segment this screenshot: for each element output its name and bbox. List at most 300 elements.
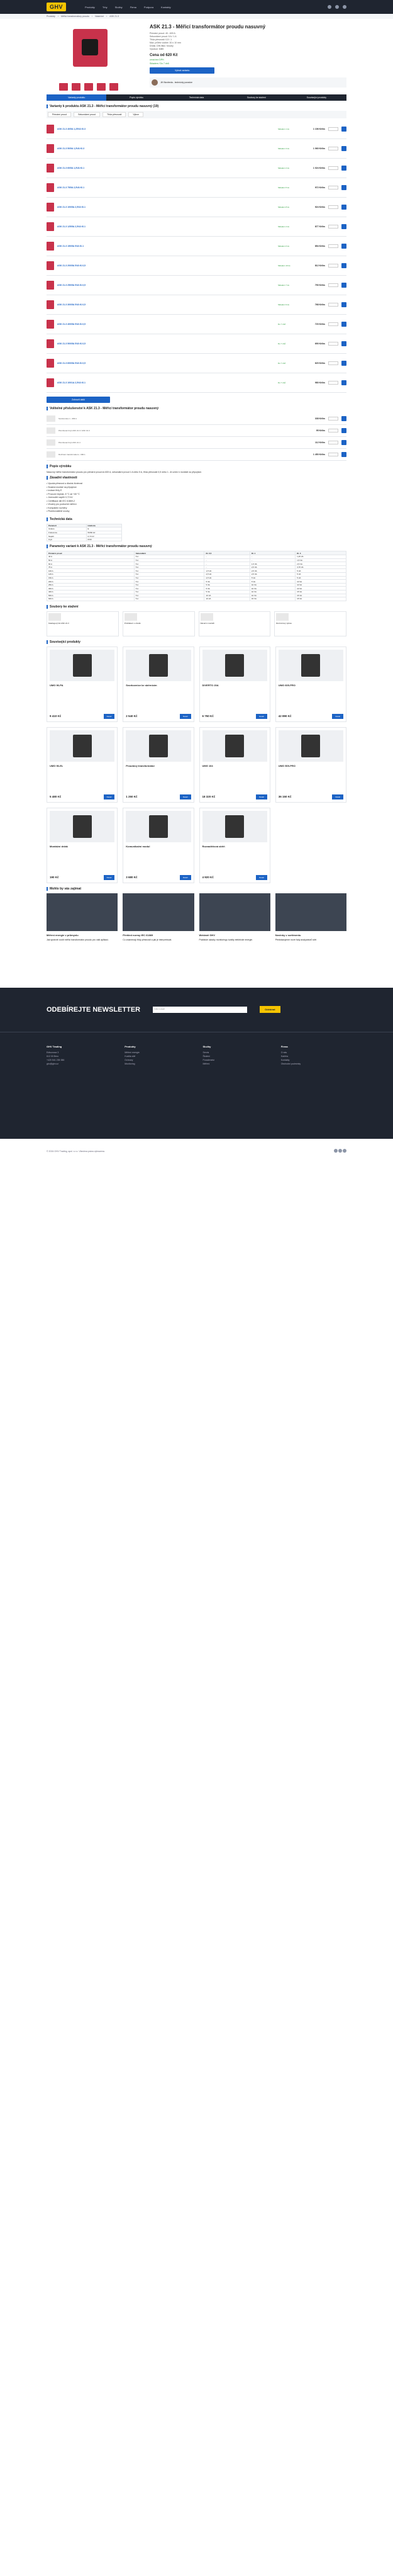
file-name[interactable]: Návod k montáži bbox=[200, 621, 214, 624]
social-icons[interactable] bbox=[334, 1149, 346, 1153]
spec-line: Držák: DIN lišta / šrouby bbox=[150, 45, 174, 47]
variant-table-cell: - bbox=[204, 558, 250, 562]
spec-list bbox=[150, 32, 346, 51]
accessory-row[interactable] bbox=[47, 413, 346, 425]
variant-info bbox=[57, 323, 275, 325]
footer-link[interactable]: O nás bbox=[280, 1051, 287, 1054]
tech-cell: Krytí bbox=[47, 538, 87, 541]
product-detail-button[interactable]: Detail bbox=[104, 875, 115, 880]
quantity-input[interactable] bbox=[328, 186, 338, 189]
variant-table-cell: 200 A bbox=[47, 580, 135, 584]
footer-column bbox=[203, 1045, 268, 1126]
file-card[interactable] bbox=[123, 611, 195, 636]
variant-row[interactable] bbox=[47, 276, 346, 295]
quantity-input[interactable] bbox=[328, 205, 338, 209]
main-nav bbox=[85, 6, 171, 9]
add-to-cart-button[interactable] bbox=[341, 185, 346, 190]
advantage-item: • Snadná montáž na přípojnice bbox=[47, 486, 346, 490]
add-to-cart-button[interactable] bbox=[341, 127, 346, 132]
footer-link[interactable]: ghv@ghv.cz bbox=[47, 1062, 59, 1065]
variant-price: 790 Kč/ks bbox=[314, 284, 325, 286]
select-variant-button[interactable]: Vybrat variantu bbox=[150, 67, 214, 74]
product-photo bbox=[73, 654, 92, 677]
quantity-input[interactable] bbox=[328, 417, 338, 421]
spec-line: Třída přesnosti: 0,5 / 1 bbox=[150, 38, 172, 41]
product-image[interactable] bbox=[50, 811, 114, 842]
blog-text: Představujeme nové řady analyzátorů sítě. bbox=[275, 938, 318, 941]
variant-table-cell: 5 VA bbox=[296, 569, 346, 573]
quantity-input[interactable] bbox=[328, 166, 338, 170]
file-icon bbox=[125, 613, 137, 621]
add-to-cart-button[interactable] bbox=[341, 302, 346, 307]
variant-name[interactable]: ASK 21.3 400/5A 5VA Kl.0,5 bbox=[57, 323, 86, 325]
product-image[interactable] bbox=[50, 650, 114, 681]
product-card[interactable] bbox=[123, 647, 194, 722]
variant-table-cell: 10 VA bbox=[204, 597, 250, 601]
variant-price: 1 060 Kč/ks bbox=[313, 147, 325, 150]
add-to-cart-button[interactable] bbox=[341, 440, 346, 445]
variants-title: Varianty k produktu ASK 21.3 - Měřicí transformátor proudu nasuvný (19) bbox=[47, 105, 346, 108]
newsletter-email-input[interactable]: Váš e-mail bbox=[153, 1007, 247, 1013]
accessory-name[interactable]: Plombovací kryt ASK 21.3 / ASK 31.3 bbox=[58, 429, 90, 432]
variant-table-header: Sekundární bbox=[134, 551, 204, 555]
nav-item[interactable]: Podpora bbox=[143, 5, 154, 9]
blog-title[interactable]: Měření energie v průmyslu bbox=[47, 933, 79, 937]
variant-stock: Do 7 dnů bbox=[278, 342, 286, 345]
variant-price: 620 Kč/ks bbox=[314, 362, 325, 364]
quantity-input[interactable] bbox=[328, 244, 338, 248]
variant-table-cell: - bbox=[204, 562, 250, 566]
product-name[interactable]: Rozvaděčová skříň bbox=[202, 844, 225, 848]
ghv-logo[interactable]: GHV bbox=[47, 3, 66, 11]
product-detail-button[interactable]: Detail bbox=[256, 794, 267, 799]
add-to-cart-button[interactable] bbox=[341, 146, 346, 151]
variant-table-cell: 15 VA bbox=[296, 597, 346, 601]
variant-name[interactable]: ASK 21.3 250/5A 5VA Kl.0,5 bbox=[57, 284, 86, 286]
file-name[interactable]: Prohlášení o shodě bbox=[124, 621, 141, 624]
accessory-row[interactable] bbox=[47, 425, 346, 437]
product-card[interactable] bbox=[47, 647, 118, 722]
copyright-bar bbox=[0, 1139, 393, 1164]
product-image[interactable] bbox=[126, 811, 191, 842]
tab-2[interactable]: Technická data bbox=[189, 96, 204, 99]
product-detail-button[interactable]: Detail bbox=[332, 714, 343, 719]
quantity-input[interactable] bbox=[328, 342, 338, 346]
add-to-cart-button[interactable] bbox=[341, 283, 346, 288]
facebook-icon[interactable] bbox=[334, 1149, 338, 1153]
variant-table-cell: 2,5 VA bbox=[296, 562, 346, 566]
youtube-icon[interactable] bbox=[343, 1149, 346, 1153]
product-card[interactable] bbox=[199, 647, 270, 722]
product-name[interactable]: UMG 605-PRO bbox=[278, 683, 296, 687]
product-name[interactable]: UMG 96-EL bbox=[50, 764, 64, 767]
product-price: 3 680 Kč bbox=[126, 875, 138, 879]
quantity-input[interactable] bbox=[328, 381, 338, 385]
variant-row[interactable] bbox=[47, 139, 346, 159]
variant-table-cell: 10 VA bbox=[250, 594, 295, 597]
product-price: 36 150 Kč bbox=[278, 794, 292, 798]
accessory-price: 95 Kč/ks bbox=[316, 429, 325, 432]
variant-stock: Skladem 4 ks bbox=[278, 225, 290, 228]
footer-link[interactable]: Edisonova 3 bbox=[47, 1051, 59, 1054]
footer-link[interactable]: Kontakty bbox=[280, 1058, 290, 1061]
product-card[interactable] bbox=[275, 647, 346, 722]
accessory-name[interactable]: Plombovací kryt ASK 21.4 bbox=[58, 441, 80, 444]
footer-column bbox=[125, 1045, 190, 1126]
blog-image[interactable] bbox=[275, 893, 346, 931]
file-name[interactable]: Rozměrový výkres bbox=[276, 621, 292, 624]
breadcrumb-separator-icon: › bbox=[91, 15, 93, 18]
footer-heading: Produkty bbox=[125, 1044, 136, 1048]
blog-image[interactable] bbox=[123, 893, 194, 931]
product-image[interactable] bbox=[279, 650, 343, 681]
variant-table-cell: 5 A bbox=[134, 587, 204, 590]
page-title: ASK 21.3 - Měřicí transformátor proudu nasuvný bbox=[150, 24, 266, 30]
accessory-row[interactable] bbox=[47, 449, 346, 461]
variant-name[interactable]: ASK 21.3 50/5A 1,5VA Kl.3 bbox=[57, 147, 85, 150]
product-name[interactable]: Komunikační modul bbox=[126, 844, 150, 848]
file-name[interactable]: Katalogový list ASK 21.3 bbox=[48, 621, 69, 624]
variant-name[interactable]: ASK 21.3 125/5A 2,5VA Kl.1 bbox=[57, 225, 86, 228]
blog-post[interactable] bbox=[47, 893, 118, 975]
product-price: 2 540 Kč bbox=[126, 714, 138, 718]
product-detail-button[interactable]: Detail bbox=[104, 714, 115, 719]
footer-heading: Firma bbox=[280, 1044, 288, 1048]
breadcrumb-item[interactable]: ASK 21.3 bbox=[109, 15, 119, 18]
tech-header-cell: Hodnota bbox=[86, 524, 121, 528]
tech-cell: Izolace bbox=[47, 528, 87, 531]
footer-heading: GHV Trading bbox=[47, 1044, 62, 1048]
accessory-row[interactable] bbox=[47, 437, 346, 449]
spec-line: Max. průřez vodiče: 30 x 10 mm bbox=[150, 42, 181, 44]
variant-row[interactable] bbox=[47, 120, 346, 139]
variant-info bbox=[57, 186, 275, 189]
variant-thumbnail bbox=[47, 359, 54, 368]
footer-link[interactable]: Měření energie bbox=[125, 1051, 140, 1054]
advantage-item: • Jmenovité napětí 0,72 kV bbox=[47, 496, 346, 500]
tab-3[interactable]: Soubory ke stažení bbox=[246, 96, 266, 99]
adviser-box[interactable]: Jiří Nezbeda - technický poradce bbox=[150, 77, 346, 88]
quantity-input[interactable] bbox=[328, 322, 338, 326]
add-to-cart-button[interactable] bbox=[341, 166, 346, 171]
add-to-cart-button[interactable] bbox=[341, 224, 346, 229]
product-name[interactable]: UMG 509-PRO bbox=[278, 764, 296, 767]
product-card[interactable] bbox=[275, 727, 346, 803]
product-detail-button[interactable]: Detail bbox=[180, 714, 191, 719]
product-detail-button[interactable]: Detail bbox=[332, 794, 343, 799]
footer-link[interactable]: Poradenství bbox=[202, 1058, 215, 1061]
product-image[interactable] bbox=[50, 730, 114, 762]
product-photo bbox=[149, 735, 168, 757]
breadcrumb-item[interactable]: Nástrčné bbox=[95, 15, 104, 18]
quantity-input[interactable] bbox=[328, 147, 338, 150]
variant-stock: Skladem 8 ks bbox=[278, 206, 290, 208]
price-note: cena bez DPH bbox=[150, 59, 164, 61]
product-name[interactable]: Montážní držák bbox=[50, 844, 68, 848]
product-name[interactable]: UMG 104 bbox=[202, 764, 213, 767]
tech-cell: E bbox=[86, 528, 121, 531]
add-to-cart-button[interactable] bbox=[341, 205, 346, 210]
tech-table bbox=[47, 524, 122, 542]
accessory-price: 1 450 Kč/ks bbox=[313, 453, 325, 456]
tech-title: Technická data bbox=[47, 517, 346, 521]
product-image[interactable] bbox=[202, 811, 267, 842]
breadcrumb-item[interactable]: Měřicí transformátory proudu bbox=[60, 15, 89, 18]
variant-table-header: Kl. 1 bbox=[250, 551, 295, 555]
blog-title[interactable]: Novinky v sortimentu bbox=[275, 933, 301, 937]
product-detail-button[interactable]: Detail bbox=[104, 794, 115, 799]
add-to-cart-button[interactable] bbox=[341, 322, 346, 327]
variant-table-header: Kl. 0,5 bbox=[204, 551, 250, 555]
variant-table-cell: 10 VA bbox=[296, 587, 346, 590]
product-price: 5 480 Kč bbox=[50, 794, 62, 798]
blog-title[interactable]: Webinář GHV bbox=[199, 933, 215, 937]
variant-name[interactable]: ASK 21.3 100/5A 2,5VA Kl.1 bbox=[57, 206, 86, 208]
variant-info bbox=[57, 362, 275, 364]
tech-cell: Napětí bbox=[47, 534, 87, 538]
product-image[interactable] bbox=[126, 730, 191, 762]
tab-0[interactable]: Varianty produktu bbox=[47, 94, 106, 101]
variant-row[interactable] bbox=[47, 334, 346, 354]
blog-post[interactable] bbox=[123, 893, 194, 975]
variant-info bbox=[57, 128, 275, 130]
file-card[interactable] bbox=[47, 611, 119, 636]
tab-1[interactable]: Popis výrobku bbox=[130, 96, 144, 99]
product-detail-button[interactable]: Detail bbox=[256, 875, 267, 880]
add-to-cart-button[interactable] bbox=[341, 361, 346, 366]
variant-name[interactable]: ASK 21.3 60/5A 1,5VA Kl.1 bbox=[57, 167, 85, 169]
variant-table-cell: 1,5 VA bbox=[204, 569, 250, 573]
nav-item[interactable]: Firma bbox=[130, 5, 136, 9]
product-card[interactable] bbox=[47, 727, 118, 803]
file-icon bbox=[276, 613, 289, 621]
variant-name[interactable]: ASK 21.3 150/5A 5VA Kl.1 bbox=[57, 245, 84, 247]
variant-info bbox=[57, 225, 275, 228]
footer-link[interactable]: Monitoring bbox=[125, 1062, 135, 1065]
variant-price: 877 Kč/ks bbox=[314, 225, 325, 228]
product-card[interactable] bbox=[47, 808, 118, 883]
variant-row[interactable] bbox=[47, 295, 346, 315]
variant-name[interactable]: ASK 21.3 600/5A 5VA Kl.0,5 bbox=[57, 362, 86, 364]
variant-row[interactable] bbox=[47, 256, 346, 276]
product-image[interactable] bbox=[202, 730, 267, 762]
nav-item[interactable]: Trhy bbox=[102, 5, 108, 9]
footer-link[interactable]: Kvalita sítě bbox=[125, 1054, 136, 1058]
product-card[interactable] bbox=[123, 808, 194, 883]
footer-heading: Služby bbox=[202, 1044, 211, 1048]
blog-image[interactable] bbox=[47, 893, 118, 931]
variant-table-cell: 2,5 VA bbox=[204, 573, 250, 577]
footer-link[interactable]: Servis bbox=[202, 1051, 209, 1054]
variant-row[interactable] bbox=[47, 373, 346, 393]
variant-row[interactable] bbox=[47, 237, 346, 256]
footer-link[interactable]: 612 00 Brno bbox=[47, 1054, 59, 1058]
variant-price: 720 Kč/ks bbox=[314, 323, 325, 325]
filter-dropdown[interactable]: Sekundární proud bbox=[74, 112, 100, 117]
product-photo bbox=[149, 815, 168, 838]
product-price: 42 890 Kč bbox=[278, 714, 292, 718]
product-name[interactable]: DIVERTO 20A bbox=[202, 683, 219, 687]
variant-thumbnail bbox=[47, 378, 54, 387]
cart-icon[interactable] bbox=[343, 5, 346, 9]
variant-row[interactable] bbox=[47, 178, 346, 198]
product-price: 9 410 Kč bbox=[50, 714, 62, 718]
breadcrumb bbox=[0, 14, 393, 19]
product-image[interactable] bbox=[202, 650, 267, 681]
product-name[interactable]: UMG 96-PA bbox=[50, 683, 64, 687]
blog-image[interactable] bbox=[199, 893, 270, 931]
variant-row[interactable] bbox=[47, 354, 346, 373]
variant-price: 854 Kč/ks bbox=[314, 245, 325, 247]
add-to-cart-button[interactable] bbox=[341, 341, 346, 346]
variant-row[interactable] bbox=[47, 315, 346, 334]
variant-table-cell: 10 VA bbox=[296, 583, 346, 587]
product-card[interactable] bbox=[199, 808, 270, 883]
user-icon[interactable] bbox=[335, 5, 339, 9]
add-to-cart-button[interactable] bbox=[341, 428, 346, 433]
variant-table-cell: 300 A bbox=[47, 587, 135, 590]
product-name[interactable]: Proudový transformátor bbox=[126, 764, 155, 767]
quantity-input[interactable] bbox=[328, 127, 338, 131]
variant-table-cell: 5 A bbox=[134, 576, 204, 580]
blog-text: Jak správně zvolit měřicí transformátor proudu pro vaši aplikaci. bbox=[47, 938, 109, 941]
blog-title[interactable]: Přehled normy IEC 61869 bbox=[123, 933, 153, 937]
add-to-cart-button[interactable] bbox=[341, 244, 346, 249]
quantity-input[interactable] bbox=[328, 303, 338, 307]
quantity-input[interactable] bbox=[328, 225, 338, 229]
advantage-item: • Vysoká přesnost a dlouhá životnost bbox=[47, 482, 346, 486]
nav-item[interactable]: Služby bbox=[114, 5, 123, 9]
advantages-title: Zásadní vlastnosti bbox=[47, 476, 346, 480]
variant-thumbnail bbox=[47, 164, 54, 172]
accessory-thumbnail bbox=[47, 427, 55, 434]
tech-row bbox=[47, 538, 122, 541]
quantity-input[interactable] bbox=[328, 264, 338, 268]
tab-4[interactable]: Související produkty bbox=[306, 96, 326, 99]
variant-table-cell: 5 A bbox=[134, 565, 204, 569]
add-to-cart-button[interactable] bbox=[341, 380, 346, 385]
quantity-input[interactable] bbox=[328, 429, 338, 432]
file-card[interactable] bbox=[274, 611, 346, 636]
footer-link[interactable]: Obchodní podmínky bbox=[280, 1062, 301, 1065]
breadcrumb-item[interactable]: Produkty bbox=[47, 15, 55, 18]
variant-table-cell: 5 A bbox=[134, 590, 204, 594]
variant-name[interactable]: ASK 21.3 200/5A 5VA Kl.0,5 bbox=[57, 264, 86, 267]
quantity-input[interactable] bbox=[328, 283, 338, 287]
variant-table-title: Parametry variant k ASK 21.3 - Měřicí transformátor proudu nasuvný bbox=[47, 545, 346, 548]
product-hero bbox=[0, 19, 393, 94]
variant-name[interactable]: ASK 21.3 75/5A 2,5VA Kl.1 bbox=[57, 186, 85, 189]
variant-name[interactable]: ASK 21.3 40/5A 1,25VA Kl.3 bbox=[57, 128, 86, 130]
quantity-input[interactable] bbox=[328, 453, 338, 456]
variant-thumbnail bbox=[47, 281, 54, 290]
footer-link[interactable]: Ochrany bbox=[125, 1058, 133, 1061]
variant-table-cell: 40 A bbox=[47, 555, 135, 559]
thumbnail-strip[interactable] bbox=[47, 83, 141, 91]
variant-thumbnail bbox=[47, 125, 54, 133]
product-image[interactable] bbox=[126, 650, 191, 681]
accessory-name[interactable]: Svorkovnice 1 - 080.1 bbox=[58, 417, 77, 420]
product-price: 6 750 Kč bbox=[202, 714, 214, 718]
footer-link[interactable]: Kariéra bbox=[280, 1054, 289, 1058]
variant-name[interactable]: ASK 21.3 500/5A 5VA Kl.0,5 bbox=[57, 342, 86, 345]
variant-price: 972 Kč/ks bbox=[314, 186, 325, 189]
variant-table-cell: 5 A bbox=[134, 573, 204, 577]
product-name[interactable]: Svorkovnice ke sběrnicím bbox=[126, 683, 157, 687]
add-to-cart-button[interactable] bbox=[341, 416, 346, 421]
variant-row[interactable] bbox=[47, 159, 346, 178]
variant-row[interactable] bbox=[47, 198, 346, 217]
search-icon[interactable] bbox=[328, 5, 331, 9]
product-image[interactable] bbox=[279, 730, 343, 762]
accessory-name[interactable]: Rozhraní transformátoru - 090.1 bbox=[58, 453, 86, 456]
footer-link[interactable]: +420 541 235 386 bbox=[47, 1058, 65, 1061]
product-detail-button[interactable]: Detail bbox=[180, 794, 191, 799]
add-to-cart-button[interactable] bbox=[341, 452, 346, 457]
variant-row[interactable] bbox=[47, 217, 346, 237]
product-photo bbox=[301, 735, 320, 757]
tech-header-cell: Parametr bbox=[47, 524, 87, 528]
variant-name[interactable]: ASK 21.3 100/1A 2,5VA Kl.1 bbox=[57, 381, 86, 384]
filter-dropdown[interactable]: Výkon bbox=[128, 112, 143, 117]
price: Cena od 620 Kč bbox=[150, 54, 178, 57]
file-icon bbox=[201, 613, 213, 621]
tech-cell: IP20 bbox=[86, 538, 121, 541]
variant-stock: Do 7 dnů bbox=[278, 323, 286, 325]
footer-link[interactable]: Měření bbox=[202, 1062, 210, 1065]
variant-info bbox=[57, 303, 275, 306]
footer-column bbox=[281, 1045, 346, 1126]
filter-dropdown[interactable]: Třída přesnosti bbox=[102, 112, 126, 117]
add-to-cart-button[interactable] bbox=[341, 263, 346, 268]
blog-post[interactable] bbox=[275, 893, 346, 975]
newsletter-submit-button[interactable]: Odebírat bbox=[260, 1006, 280, 1013]
nav-item[interactable]: Kontakty bbox=[161, 5, 171, 9]
advantage-item: • Kompaktní rozměry bbox=[47, 507, 346, 511]
quantity-input[interactable] bbox=[328, 361, 338, 365]
product-card[interactable] bbox=[123, 727, 194, 803]
variant-table-cell: 10 VA bbox=[296, 580, 346, 584]
product-detail-button[interactable]: Detail bbox=[180, 875, 191, 880]
variant-stock: Skladem 1 ks bbox=[278, 128, 290, 130]
nav-item[interactable]: Produkty bbox=[85, 5, 95, 9]
product-photo bbox=[225, 735, 244, 757]
file-card[interactable] bbox=[199, 611, 271, 636]
product-card[interactable] bbox=[199, 727, 270, 803]
product-image[interactable] bbox=[47, 24, 141, 81]
product-price: 1 250 Kč bbox=[126, 794, 138, 798]
quantity-input[interactable] bbox=[328, 441, 338, 444]
product-detail-button[interactable]: Detail bbox=[256, 714, 267, 719]
tech-cell: 50/60 Hz bbox=[86, 531, 121, 534]
variant-table-cell: 2,5 VA bbox=[250, 569, 295, 573]
filter-dropdown[interactable]: Primární proud bbox=[48, 112, 71, 117]
variant-table-cell: 5 VA bbox=[296, 576, 346, 580]
variant-name[interactable]: ASK 21.3 300/5A 5VA Kl.0,5 bbox=[57, 303, 86, 306]
linkedin-icon[interactable] bbox=[338, 1149, 342, 1153]
variant-price: 1 106 Kč/ks bbox=[313, 128, 325, 130]
variant-table-cell: 50 A bbox=[47, 558, 135, 562]
tech-cell: 0,72 kV bbox=[86, 534, 121, 538]
show-more-button[interactable]: Zobrazit další bbox=[47, 397, 110, 403]
variant-table-cell: 5 A bbox=[134, 580, 204, 584]
variant-stock: Skladem 6 ks bbox=[278, 245, 290, 247]
blog-post[interactable] bbox=[199, 893, 270, 975]
variant-table-cell: - bbox=[204, 555, 250, 559]
blog-text: Co znamenají třídy přesnosti a jak je interpretovat. bbox=[123, 938, 172, 941]
variant-table-cell: 60 A bbox=[47, 562, 135, 566]
footer-link[interactable]: Školení bbox=[202, 1054, 211, 1058]
